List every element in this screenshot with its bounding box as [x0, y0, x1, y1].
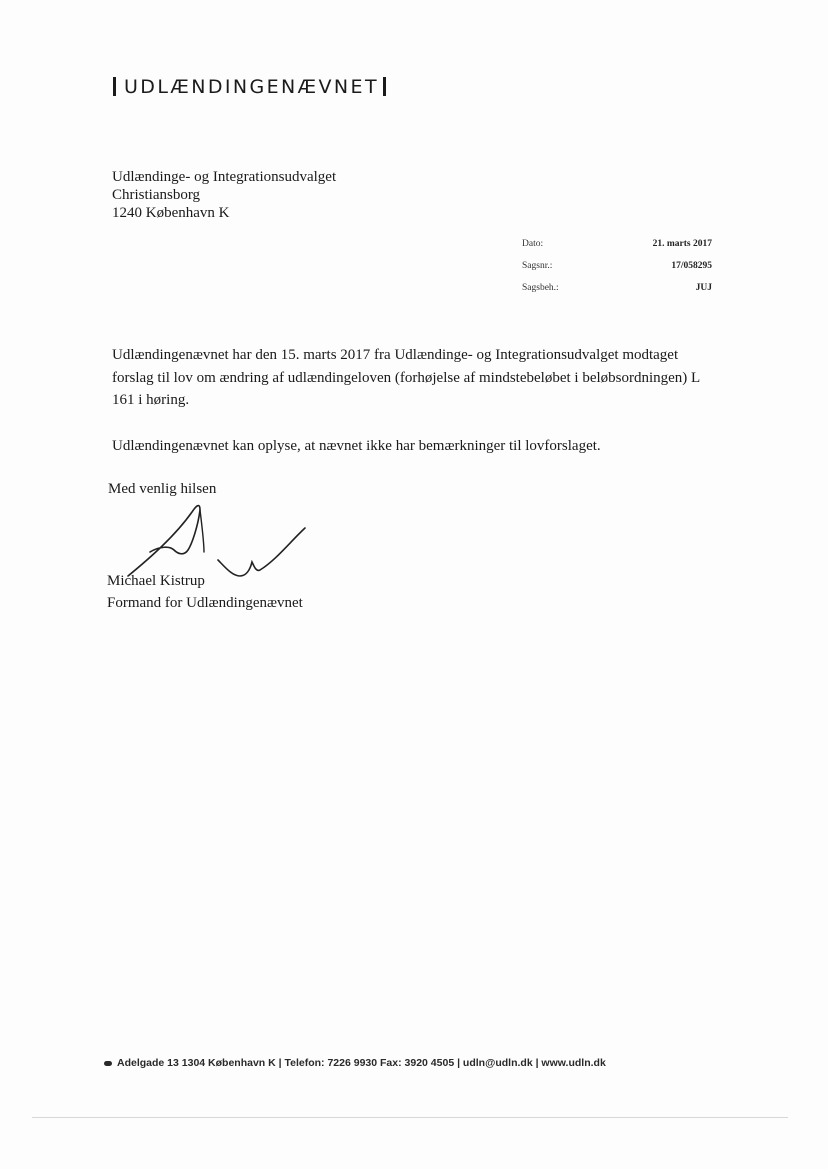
logo-bar-left — [113, 77, 116, 96]
letter-body — [112, 344, 722, 457]
letterhead-logo — [113, 76, 386, 98]
organization-name: UDLÆNDINGENÆVNET — [124, 76, 379, 98]
body-paragraph: Udlændingenævnet har den 15. marts 2017 fra Udlændinge- og Integrationsudvalget modtaget forslag til lov om ændring af udlændingeloven (forhøjelse af mindstebeløbet i beløbsordningen) L 161 i høring. — [112, 347, 700, 408]
logo-bar-right — [383, 77, 386, 96]
footer-contact — [104, 1057, 606, 1069]
date-label: Dato: — [522, 239, 544, 249]
closing-greeting: Med venlig hilsen — [108, 481, 217, 497]
case-number-label: Sagsnr.: — [522, 261, 553, 271]
case-handler-row — [522, 277, 712, 299]
footer-bullet-icon — [104, 1061, 112, 1066]
case-number-value: 17/058295 — [671, 261, 712, 271]
page-divider — [32, 1117, 788, 1118]
case-number-row — [522, 255, 712, 277]
recipient-line: 1240 København K — [112, 205, 230, 221]
signer-block — [107, 570, 303, 614]
signer-name: Michael Kistrup — [107, 573, 205, 589]
signer-title: Formand for Udlændingenævnet — [107, 595, 303, 611]
recipient-line: Udlændinge- og Integrationsudvalget — [112, 169, 337, 185]
recipient-address — [112, 168, 336, 222]
case-handler-label: Sagsbeh.: — [522, 283, 559, 293]
date-value: 21. marts 2017 — [652, 239, 712, 249]
recipient-line: Christiansborg — [112, 187, 201, 203]
footer-text: Adelgade 13 1304 København K | Telefon: 7226 9930 Fax: 3920 4505 | udln@udln.dk | www.udln.dk — [117, 1057, 606, 1069]
letter-metadata — [522, 233, 712, 299]
date-row — [522, 233, 712, 255]
body-paragraph: Udlændingenævnet kan oplyse, at nævnet ikke har bemærkninger til lovforslaget. — [112, 437, 601, 454]
case-handler-value: JUJ — [695, 283, 712, 293]
